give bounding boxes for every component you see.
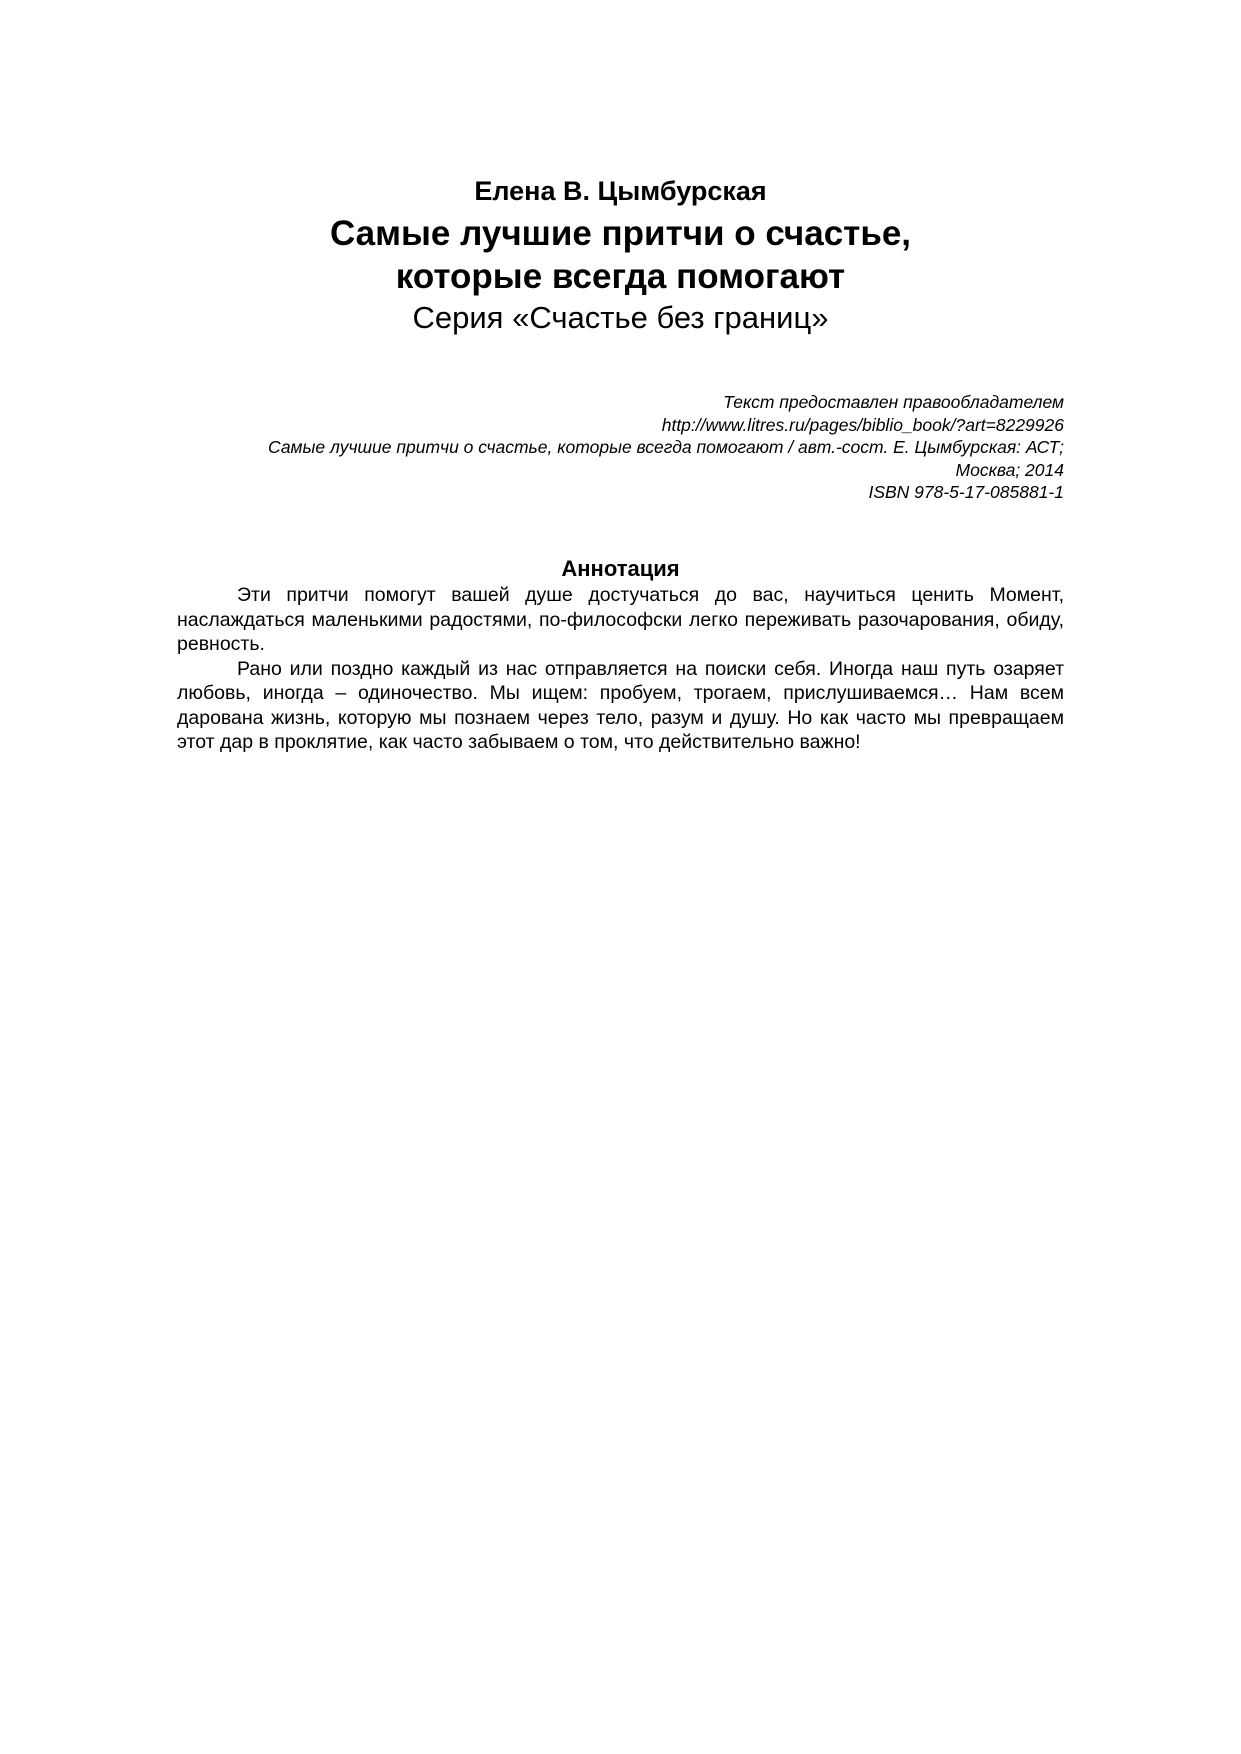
citation-line: Самые лучшие притчи о счастье, которые всегда помогают / авт.-сост. Е. Цымбурская: АСТ;	[267, 437, 1064, 457]
book-title-line-1: Самые лучшие притчи о счастье,	[329, 214, 912, 253]
annotation-section	[177, 555, 1064, 755]
author-name: Елена В. Цымбурская	[474, 176, 767, 206]
city-year-line: Москва; 2014	[955, 459, 1064, 480]
annotation-paragraph: Рано или поздно каждый из нас отправляется на поиски себя. Иногда наш путь озаряет любовь, иногда – одиночество. Мы ищем: пробуем, трогаем, прислушиваемся… Нам всем дарована жизнь, которую мы познаем через тело, разум и душу. Но как часто мы превращаем этот дар в проклятие, как часто забываем о том, что действительно важно!	[177, 657, 1064, 753]
book-title-line-2: которые всегда помогают	[395, 257, 846, 296]
rights-holder-line: Текст предоставлен правообладателем	[723, 392, 1064, 412]
book-title	[0, 212, 1241, 298]
annotation-paragraph: Эти притчи помогут вашей душе достучаться до вас, научиться ценить Момент, наслаждаться маленькими радостями, по-философски легко переживать разочарования, обиду, ревность.	[177, 584, 1064, 655]
source-url-line: http://www.litres.ru/pages/biblio_book/?art=8229926	[661, 414, 1064, 435]
title-block	[0, 174, 1241, 337]
annotation-heading: Аннотация	[561, 556, 680, 581]
publication-info	[164, 391, 1064, 504]
series-title: Серия «Счастье без границ»	[412, 300, 829, 335]
isbn-line: ISBN 978-5-17-085881-1	[868, 482, 1064, 502]
